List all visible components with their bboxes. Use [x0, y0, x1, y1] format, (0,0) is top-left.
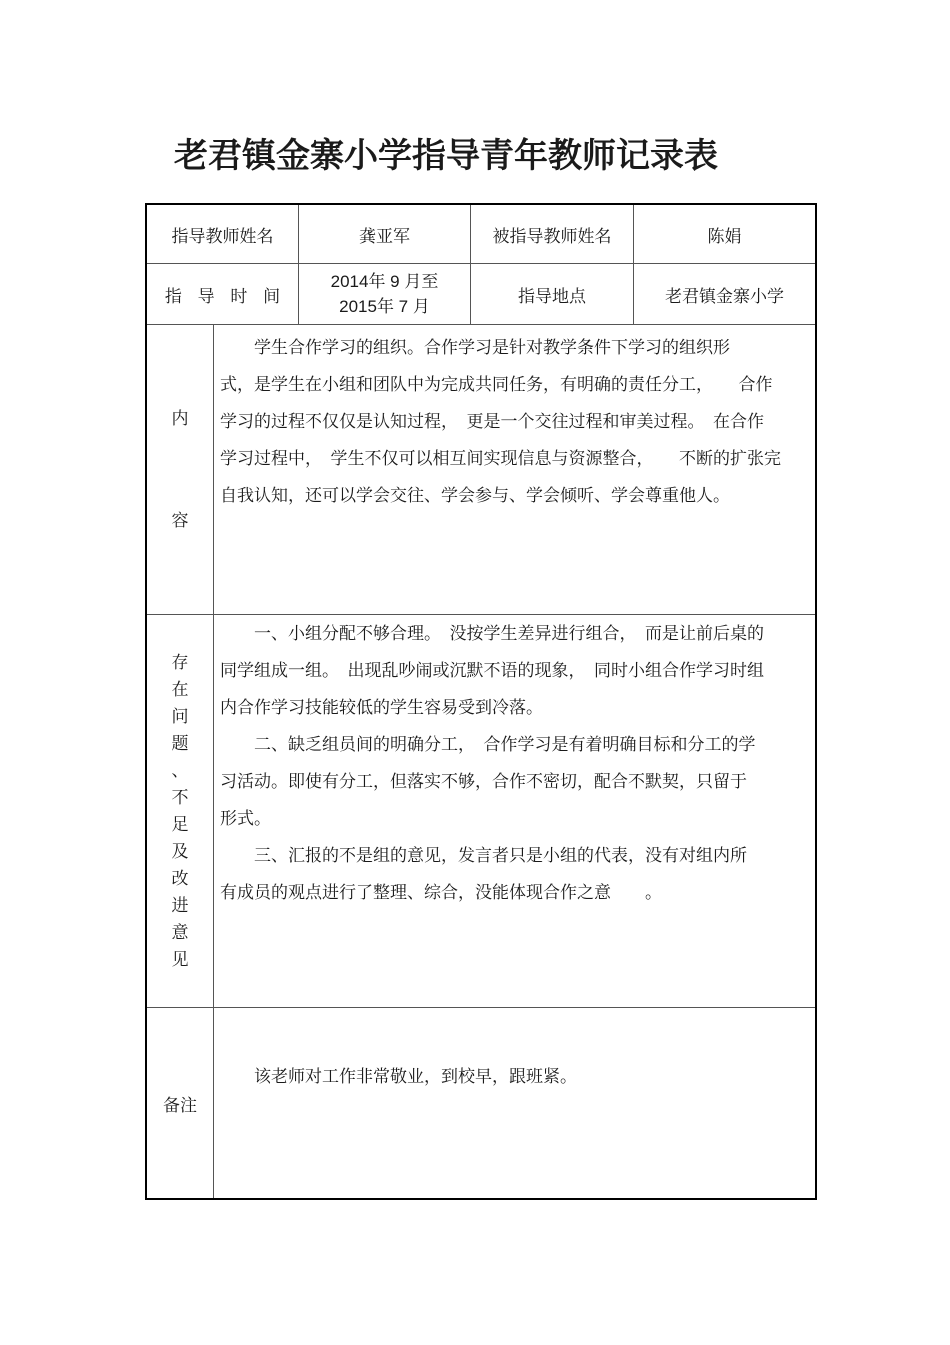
issues-text-line: 三、汇报的不是组的意见，发言者只是小组的代表，没有对组内所 — [220, 846, 747, 865]
issues-text-line: 内合作学习技能较低的学生容易受到冷落。 — [220, 698, 543, 717]
issues-text-line: 有成员的观点进行了整理、综合，没能体现合作之意 。 — [220, 883, 662, 902]
remarks-text — [214, 1008, 815, 1198]
guidance-time-line1: 2014年 9 月至 — [330, 272, 439, 291]
content-section-label: 内 容 — [147, 325, 214, 615]
issues-section-label: 存 在 问 题 、 不 足 及 改 进 意 见 — [147, 615, 214, 1008]
content-text-line: 学习的过程不仅仅是认知过程， 更是一个交往过程和审美过程。 在合作 — [220, 412, 764, 431]
issues-section-text — [214, 615, 815, 1008]
mentor-name-value: 龚亚军 — [299, 205, 471, 264]
content-text-line: 学习过程中， 学生不仅可以相互间实现信息与资源整合， 不断的扩张完 — [220, 449, 781, 468]
issues-text-line: 习活动。即使有分工，但落实不够，合作不密切，配合不默契，只留于 — [220, 772, 747, 791]
guidance-time-label: 指 导 时 间 — [147, 264, 299, 325]
mentor-name-label: 指导教师姓名 — [147, 205, 299, 264]
content-text-line: 学生合作学习的组织。合作学习是针对教学条件下学习的组织形 — [220, 338, 730, 357]
mentee-name-value: 陈娟 — [634, 205, 815, 264]
remarks-label: 备注 — [147, 1008, 214, 1198]
issues-text-line: 形式。 — [220, 809, 271, 828]
issues-text-line: 一、小组分配不够合理。 没按学生差异进行组合， 而是让前后桌的 — [220, 624, 764, 643]
guidance-time-line2: 2015年 7 月 — [339, 297, 430, 316]
issues-text-line: 二、缺乏组员间的明确分工， 合作学习是有着明确目标和分工的学 — [220, 735, 756, 754]
guidance-time-value — [299, 264, 471, 325]
guidance-place-label: 指导地点 — [471, 264, 634, 325]
content-text-line: 自我认知，还可以学会交往、学会参与、学会倾听、学会尊重他人。 — [220, 486, 730, 505]
content-section-text — [214, 325, 815, 615]
mentee-name-label: 被指导教师姓名 — [471, 205, 634, 264]
page-title: 老君镇金寨小学指导青年教师记录表 — [174, 138, 718, 175]
record-table — [145, 203, 817, 1200]
guidance-place-value: 老君镇金寨小学 — [634, 264, 815, 325]
content-text-line: 式，是学生在小组和团队中为完成共同任务，有明确的责任分工， 合作 — [220, 375, 773, 394]
remarks-text-line: 该老师对工作非常敬业，到校早，跟班紧。 — [220, 1067, 577, 1086]
issues-text-line: 同学组成一组。 出现乱吵闹或沉默不语的现象， 同时小组合作学习时组 — [220, 661, 764, 680]
